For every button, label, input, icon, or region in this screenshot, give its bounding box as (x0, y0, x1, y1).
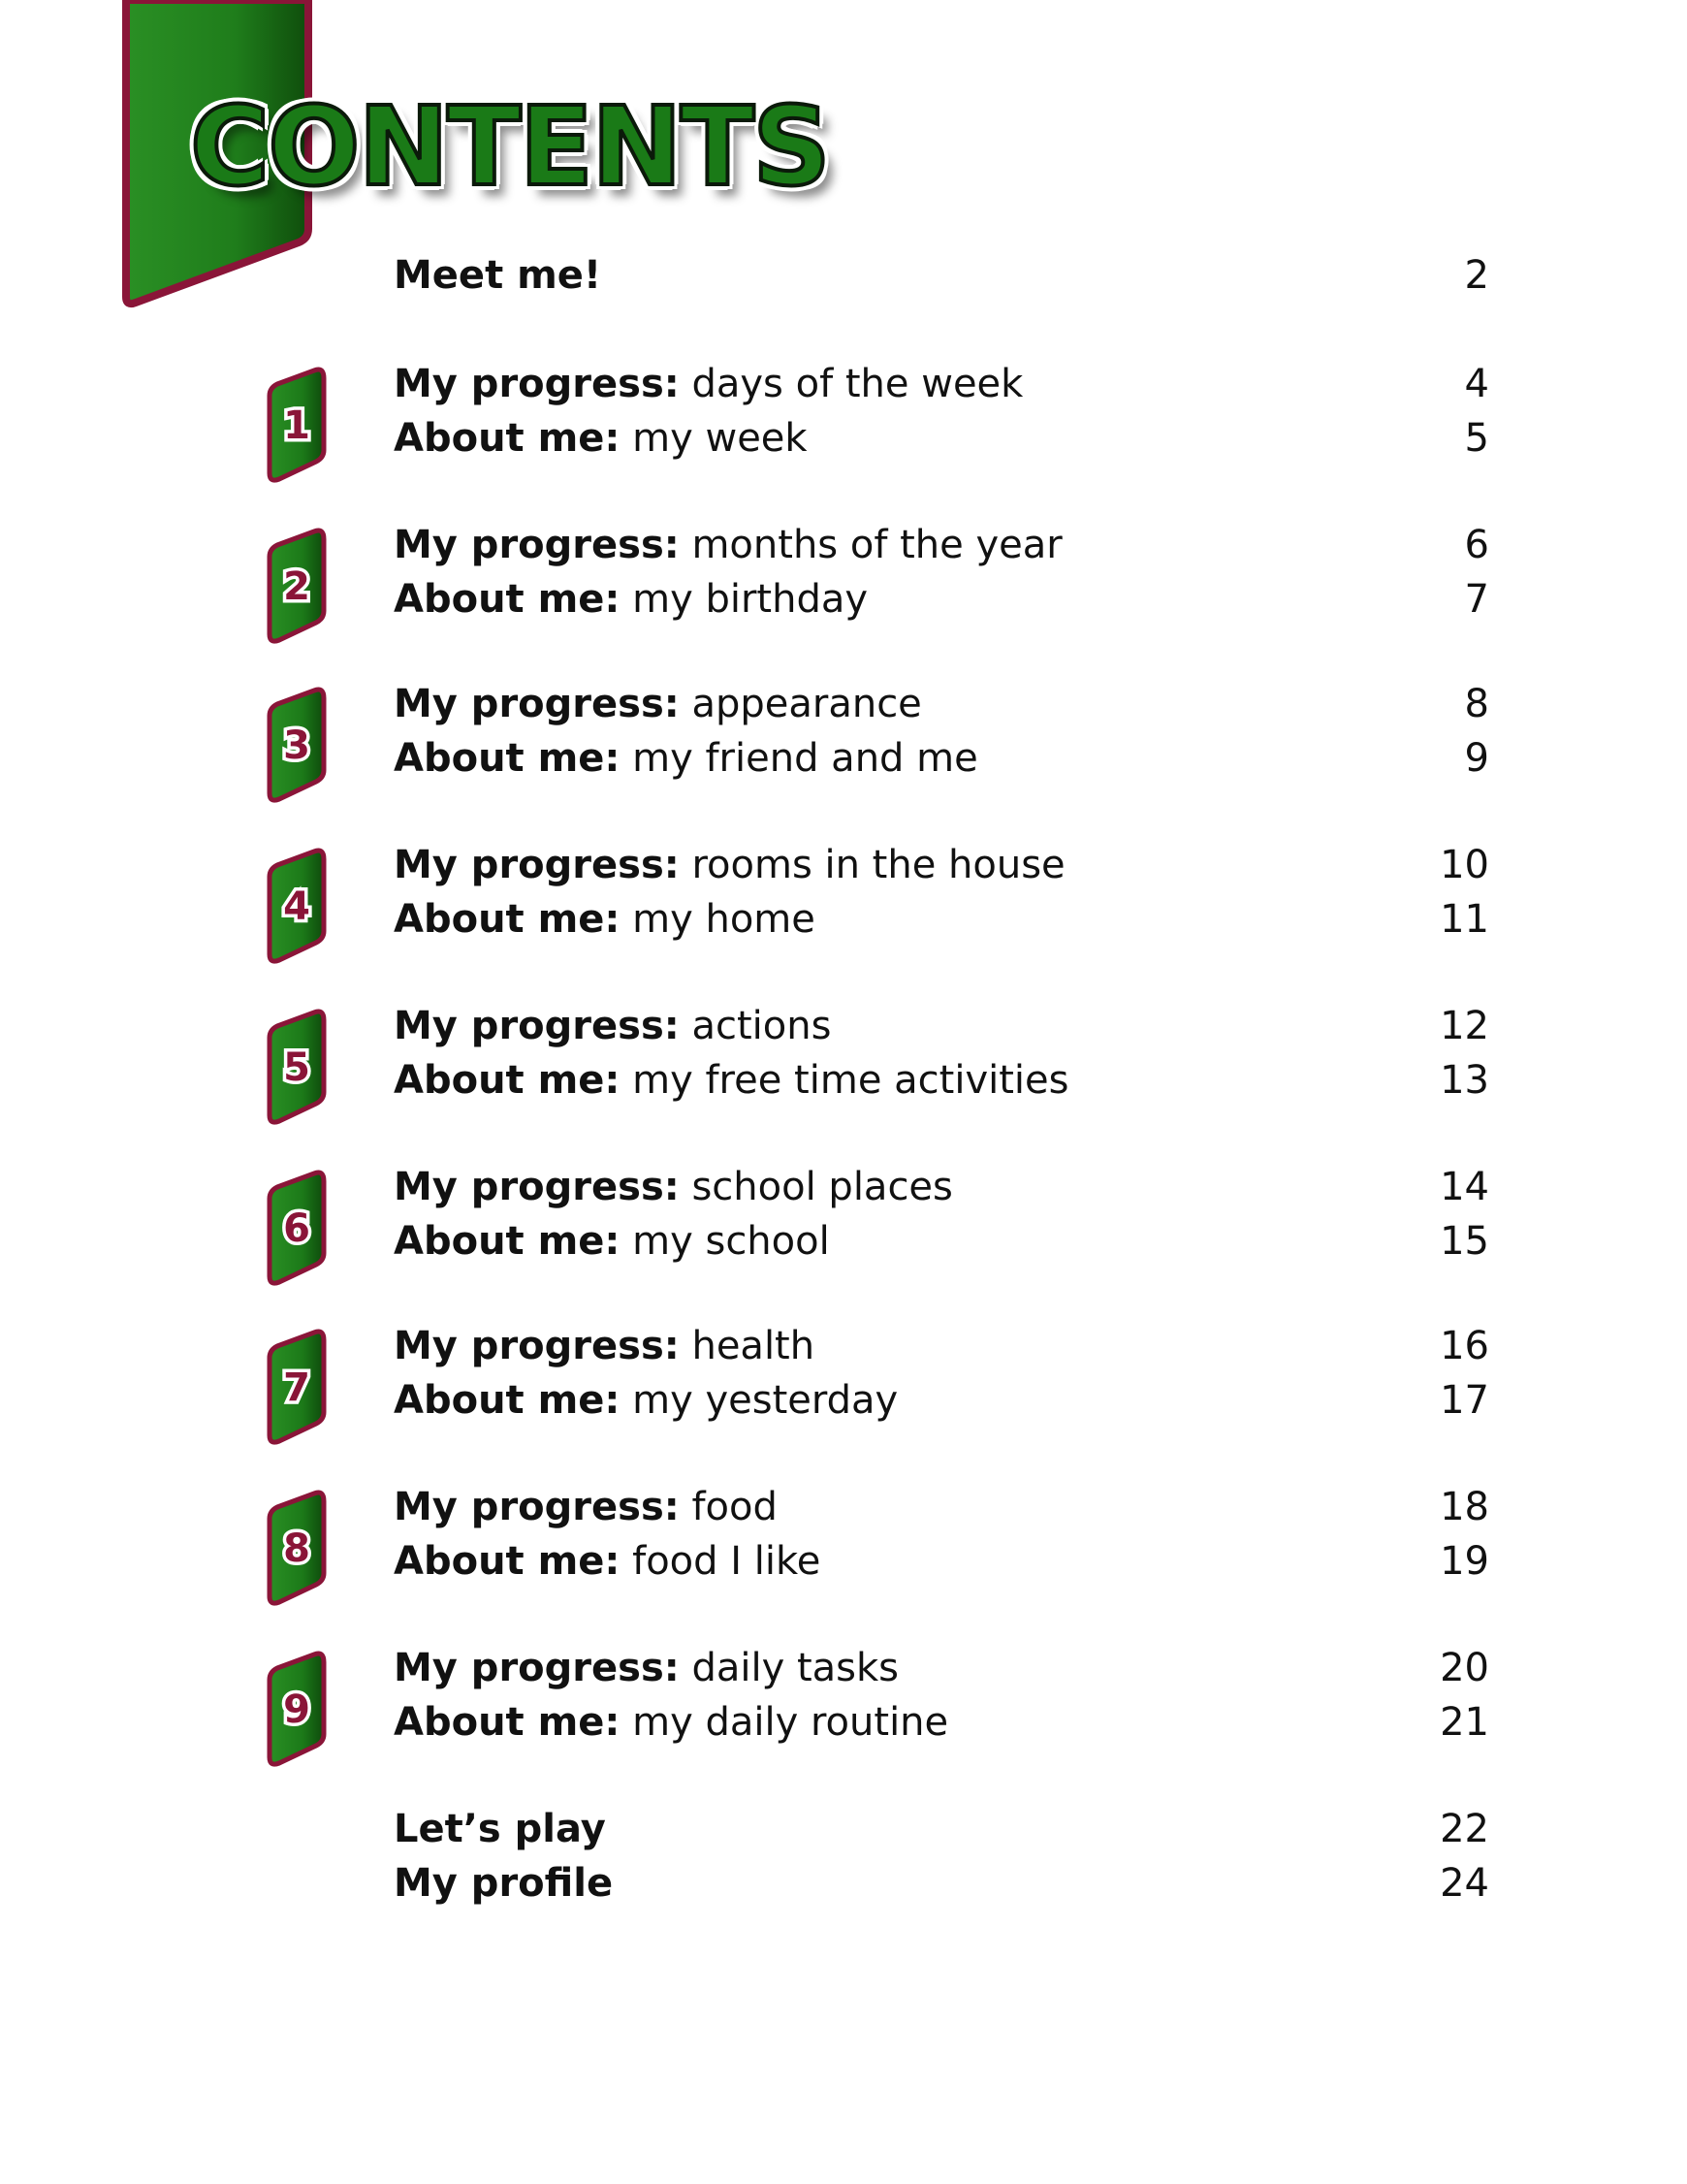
toc-entry-unit-3-about-topic: my friend and me (620, 736, 978, 781)
toc-entry-unit-5-about-page-number: 13 (1440, 1058, 1489, 1103)
toc-entry-unit-7-about[interactable] (394, 1373, 1489, 1428)
toc-entry-my-profile[interactable] (394, 1856, 1489, 1911)
toc-entry-unit-2-about-topic: my birthday (620, 577, 869, 622)
unit-badge-number: 6 (283, 1206, 310, 1251)
unit-badge-number: 4 (283, 884, 310, 929)
toc-entry-unit-2-progress-label: My progress: (394, 523, 680, 567)
unit-badge-number: 1 (283, 403, 310, 448)
unit-badge-6 (254, 1170, 332, 1292)
toc-entry-unit-6-about-topic: my school (620, 1219, 830, 1264)
toc-entry-unit-7-about-topic: my yesterday (620, 1378, 899, 1423)
unit-badge-3 (254, 687, 332, 809)
toc-entry-unit-2-about[interactable] (394, 572, 1489, 626)
toc-entry-unit-6-progress[interactable] (394, 1160, 1489, 1214)
toc-entry-meet-me-label: Meet me! (394, 253, 602, 298)
toc-entry-unit-3-progress-label: My progress: (394, 682, 680, 726)
toc-entry-unit-5-about-label: About me: (394, 1058, 621, 1103)
toc-entry-unit-3-progress-page-number: 8 (1464, 682, 1489, 726)
toc-entry-unit-9-about-topic: my daily routine (620, 1700, 949, 1745)
toc-entry-unit-7-progress[interactable] (394, 1319, 1489, 1373)
toc-entry-meet-me[interactable] (394, 248, 1489, 303)
unit-badge-8 (254, 1490, 332, 1612)
toc-entry-unit-6-progress-topic: school places (679, 1165, 953, 1209)
toc-entry-unit-5-progress[interactable] (394, 999, 1489, 1053)
toc-entry-unit-7-about-label: About me: (394, 1378, 621, 1423)
toc-entry-unit-9-about-page-number: 21 (1440, 1700, 1489, 1745)
toc-entry-unit-2-progress[interactable] (394, 518, 1489, 572)
toc-entry-unit-2-about-label: About me: (394, 577, 621, 622)
toc-entry-unit-3-about[interactable] (394, 731, 1489, 786)
unit-badge-9 (254, 1651, 332, 1773)
toc-entry-unit-3-progress-topic: appearance (679, 682, 922, 726)
toc-entry-unit-4-progress-label: My progress: (394, 843, 680, 887)
unit-badge-4 (254, 848, 332, 970)
toc-entry-let-s-play-label: Let’s play (394, 1807, 606, 1851)
toc-entry-meet-me-page-number: 2 (1464, 253, 1489, 298)
unit-badge-number: 9 (283, 1687, 310, 1732)
toc-entry-my-profile-page-number: 24 (1440, 1861, 1489, 1906)
toc-entry-unit-8-progress[interactable] (394, 1480, 1489, 1534)
unit-badge-number: 5 (283, 1045, 310, 1090)
toc-entry-unit-2-about-page-number: 7 (1464, 577, 1489, 622)
toc-entry-unit-3-progress[interactable] (394, 677, 1489, 731)
toc-entry-unit-2-progress-page-number: 6 (1464, 523, 1489, 567)
toc-entry-unit-7-progress-topic: health (679, 1324, 815, 1368)
toc-entry-unit-9-progress-label: My progress: (394, 1646, 680, 1690)
toc-entry-unit-1-about[interactable] (394, 411, 1489, 466)
toc-entry-unit-5-about-topic: my free time activities (620, 1058, 1069, 1103)
unit-badge-number: 2 (283, 564, 310, 609)
unit-badge-1 (254, 367, 332, 489)
toc-entry-unit-7-progress-page-number: 16 (1440, 1324, 1489, 1368)
toc-entry-unit-3-about-page-number: 9 (1464, 736, 1489, 781)
toc-entry-unit-6-about-page-number: 15 (1440, 1219, 1489, 1264)
toc-entry-unit-8-progress-page-number: 18 (1440, 1485, 1489, 1529)
toc-entry-unit-4-progress-topic: rooms in the house (679, 843, 1066, 887)
unit-badge-number: 7 (283, 1365, 310, 1410)
unit-badge-5 (254, 1009, 332, 1131)
toc-entry-unit-9-about[interactable] (394, 1695, 1489, 1750)
toc-entry-unit-8-about-label: About me: (394, 1539, 621, 1584)
toc-entry-unit-8-progress-label: My progress: (394, 1485, 680, 1529)
unit-badge-number: 8 (283, 1526, 310, 1571)
toc-entry-unit-5-progress-topic: actions (679, 1004, 832, 1048)
toc-entry-let-s-play-page-number: 22 (1440, 1807, 1489, 1851)
toc-entry-unit-7-about-page-number: 17 (1440, 1378, 1489, 1423)
toc-entry-unit-1-about-topic: my week (620, 416, 808, 461)
toc-entry-unit-2-progress-topic: months of the year (679, 523, 1063, 567)
toc-entry-unit-8-progress-topic: food (679, 1485, 778, 1529)
toc-entry-unit-6-about-label: About me: (394, 1219, 621, 1264)
toc-entry-unit-8-about-page-number: 19 (1440, 1539, 1489, 1584)
toc-entry-unit-8-about-topic: food I like (620, 1539, 821, 1584)
toc-entry-unit-4-about-page-number: 11 (1440, 897, 1489, 942)
toc-entry-unit-6-progress-page-number: 14 (1440, 1165, 1489, 1209)
toc-entry-unit-5-about[interactable] (394, 1053, 1489, 1108)
toc-entry-unit-9-progress-topic: daily tasks (679, 1646, 900, 1690)
toc-entry-unit-9-about-label: About me: (394, 1700, 621, 1745)
toc-entry-unit-9-progress-page-number: 20 (1440, 1646, 1489, 1690)
toc-entry-unit-8-about[interactable] (394, 1534, 1489, 1589)
unit-badge-number: 3 (283, 723, 310, 768)
unit-badge-7 (254, 1329, 332, 1451)
unit-badge-2 (254, 528, 332, 650)
toc-entry-unit-4-about[interactable] (394, 892, 1489, 947)
toc-entry-unit-1-progress-page-number: 4 (1464, 362, 1489, 406)
toc-entry-unit-5-progress-label: My progress: (394, 1004, 680, 1048)
toc-entry-unit-4-progress-page-number: 10 (1440, 843, 1489, 887)
toc-entry-unit-1-progress-label: My progress: (394, 362, 680, 406)
toc-entry-unit-9-progress[interactable] (394, 1641, 1489, 1695)
toc-entry-unit-6-about[interactable] (394, 1214, 1489, 1269)
toc-entry-unit-3-about-label: About me: (394, 736, 621, 781)
toc-entry-unit-5-progress-page-number: 12 (1440, 1004, 1489, 1048)
toc-entry-unit-1-about-label: About me: (394, 416, 621, 461)
toc-entry-unit-7-progress-label: My progress: (394, 1324, 680, 1368)
toc-entry-unit-1-progress[interactable] (394, 357, 1489, 411)
toc-entry-unit-4-about-topic: my home (620, 897, 815, 942)
toc-entry-unit-4-about-label: About me: (394, 897, 621, 942)
toc-entry-unit-1-progress-topic: days of the week (679, 362, 1024, 406)
toc-entry-let-s-play[interactable] (394, 1802, 1489, 1856)
toc-entry-unit-1-about-page-number: 5 (1464, 416, 1489, 461)
toc-entry-unit-6-progress-label: My progress: (394, 1165, 680, 1209)
page-title: CONTENTS (190, 84, 829, 210)
toc-entry-unit-4-progress[interactable] (394, 838, 1489, 892)
toc-entry-my-profile-label: My profile (394, 1861, 614, 1906)
